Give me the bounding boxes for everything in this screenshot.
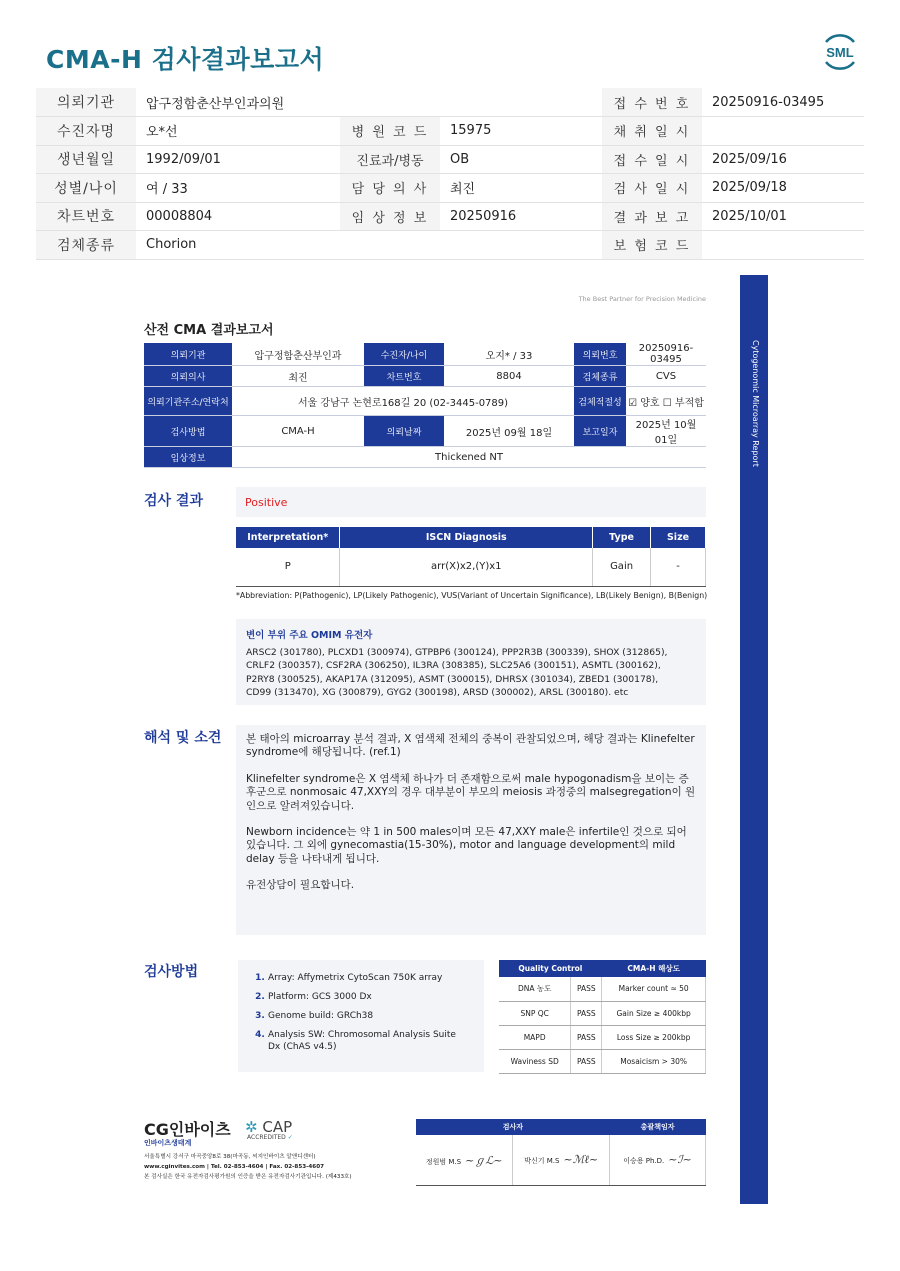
info-label: 채 취 일 시 bbox=[602, 117, 702, 146]
report-info-value: Thickened NT bbox=[232, 447, 706, 468]
adequacy-options bbox=[626, 387, 706, 416]
info-row bbox=[36, 88, 864, 117]
examiner-signature bbox=[513, 1135, 610, 1185]
cap-accredited: ACCREDITED ✓ bbox=[247, 1134, 293, 1141]
adequate-checkbox: ☑ 양호 bbox=[628, 397, 660, 409]
handwritten-signature: ~ℊℒ~ bbox=[465, 1153, 503, 1167]
interpretation-paragraph: Klinefelter syndrome은 X 염색체 하나가 더 존재함으로써 male hypogonadism을 보이는 증후군으로 nonmosaic 47,XXY의 경우 대부분이 부모의 meiosis 과정중의 malsegregation이 원인으로 알려져있습니다. bbox=[246, 772, 696, 812]
report-info-value: 오지* / 33 bbox=[444, 343, 574, 366]
qc-row bbox=[499, 1025, 706, 1049]
interpretation-paragraph: Newborn incidence는 약 1 in 500 males이며 모든 47,XXY male은 infertile인 것으로 되어 있습니다. 그 외에 gynecomastia(15-30%), motor and language development의 mild delay 등을 나타내게 됩니다. bbox=[246, 826, 687, 865]
method-item: 1. Array: Affymetrix CytoScan 750K array bbox=[268, 972, 470, 984]
page-title: CMA-H 검사결과보고서 bbox=[46, 45, 325, 74]
qc-header-row bbox=[499, 960, 706, 977]
method-heading: 검사방법 bbox=[144, 964, 199, 980]
company-address bbox=[144, 1152, 419, 1182]
method-item: 4. Analysis SW: Chromosomal Analysis Suite Dx (ChAS v4.5) bbox=[268, 1029, 470, 1053]
report-info-label: 의뢰기관주소/연락처 bbox=[144, 387, 232, 416]
info-value: Chorion bbox=[136, 231, 602, 260]
info-value bbox=[702, 117, 864, 146]
report-info-row bbox=[144, 366, 706, 387]
iscn-table bbox=[236, 527, 706, 587]
qc-cell: PASS bbox=[571, 1001, 602, 1025]
info-label: 검체종류 bbox=[36, 231, 136, 260]
qc-cell: PASS bbox=[571, 1049, 602, 1073]
info-label: 성별/나이 bbox=[36, 174, 136, 203]
info-value bbox=[702, 231, 864, 260]
handwritten-signature: ~ℳℓ~ bbox=[563, 1153, 599, 1167]
report-info-table bbox=[144, 343, 706, 468]
tagline: The Best Partner for Precision Medicine bbox=[578, 295, 706, 303]
qc-cell: DNA 농도 bbox=[499, 977, 571, 1001]
info-value: 오*선 bbox=[136, 117, 340, 146]
info-value: 00008804 bbox=[136, 202, 340, 231]
result-status: Positive bbox=[236, 487, 706, 517]
cap-text: CAP bbox=[262, 1118, 293, 1136]
info-value: 15975 bbox=[440, 117, 602, 146]
report-info-label: 검체적절성 bbox=[574, 387, 626, 416]
omim-box bbox=[236, 619, 706, 705]
qc-cell: PASS bbox=[571, 1025, 602, 1049]
info-row bbox=[36, 202, 864, 231]
report-info-value: 최진 bbox=[232, 366, 364, 387]
report-info-value: 압구정함춘산부인과 bbox=[232, 343, 364, 366]
report-info-value: CMA-H bbox=[232, 416, 364, 447]
examiner-signature bbox=[416, 1135, 513, 1185]
info-label: 임 상 정 보 bbox=[340, 202, 440, 231]
omim-line: CRLF2 (300357), CSF2RA (306250), IL3RA (308385), SLC25A6 (300151), ASMTL (300162), bbox=[246, 660, 661, 672]
iscn-cell: P bbox=[236, 548, 340, 586]
info-value: 2025/09/18 bbox=[702, 174, 864, 203]
qc-row bbox=[499, 1049, 706, 1073]
iscn-cell: - bbox=[651, 548, 706, 586]
iscn-cell: arr(X)x2,(Y)x1 bbox=[340, 548, 593, 586]
side-bar-text: Cytogenomic Microarray Report bbox=[751, 340, 760, 467]
iscn-header: Size bbox=[651, 527, 706, 548]
report-info-label: 의뢰날짜 bbox=[364, 416, 444, 447]
svg-text:SML: SML bbox=[826, 45, 854, 60]
info-label: 검 사 일 시 bbox=[602, 174, 702, 203]
info-value: 최진 bbox=[440, 174, 602, 203]
info-value: 압구정함춘산부인과의원 bbox=[136, 88, 602, 117]
info-label: 수진자명 bbox=[36, 117, 136, 146]
report-info-label: 검체종류 bbox=[574, 366, 626, 387]
info-label: 차트번호 bbox=[36, 202, 136, 231]
patient-info-table bbox=[36, 88, 864, 260]
info-value: 2025/09/16 bbox=[702, 145, 864, 174]
report-info-row bbox=[144, 343, 706, 366]
iscn-row bbox=[236, 548, 706, 586]
method-item: 2. Platform: GCS 3000 Dx bbox=[268, 991, 470, 1003]
signature-table bbox=[416, 1119, 706, 1186]
signature-header: 총괄책임자 bbox=[610, 1119, 706, 1135]
handwritten-signature: ~ℐ~ bbox=[668, 1153, 692, 1167]
report-info-label: 수진자/나이 bbox=[364, 343, 444, 366]
director-signature bbox=[610, 1135, 706, 1185]
info-row bbox=[36, 174, 864, 203]
report-info-row bbox=[144, 416, 706, 447]
report-info-value: 8804 bbox=[444, 366, 574, 387]
result-heading: 검사 결과 bbox=[144, 493, 203, 509]
omim-line: CD99 (313470), XG (300879), GYG2 (300198), ARSD (300002), ARSL (300180). etc bbox=[246, 686, 629, 698]
report-info-value: 20250916-03495 bbox=[626, 343, 706, 366]
info-value: 2025/10/01 bbox=[702, 202, 864, 231]
check-icon: ✓ bbox=[287, 1134, 293, 1141]
report-info-label: 의뢰의사 bbox=[144, 366, 232, 387]
info-value: OB bbox=[440, 145, 602, 174]
company-subtitle: 인바이츠생태계 bbox=[144, 1139, 192, 1147]
sml-logo bbox=[818, 30, 862, 74]
report-info-label: 보고일자 bbox=[574, 416, 626, 447]
iscn-header: Interpretation* bbox=[236, 527, 340, 548]
iscn-header-row bbox=[236, 527, 706, 548]
info-label: 병 원 코 드 bbox=[340, 117, 440, 146]
report-info-row bbox=[144, 447, 706, 468]
interpretation-heading: 해석 및 소견 bbox=[144, 730, 222, 746]
contact-line: www.cginvites.com | Tel. 02-853-4604 | Fax. 02-853-4607 bbox=[144, 1164, 324, 1170]
qc-cell: Marker count ≈ 50 bbox=[602, 977, 706, 1001]
qc-row bbox=[499, 1001, 706, 1025]
cap-icon: ✲ bbox=[245, 1118, 258, 1136]
omim-genes bbox=[246, 646, 696, 699]
report-info-value: 2025년 10월 01일 bbox=[626, 416, 706, 447]
iscn-cell: Gain bbox=[593, 548, 651, 586]
qc-table bbox=[499, 960, 706, 1074]
omim-line: ARSC2 (301780), PLCXD1 (300974), GTPBP6 (300124), PPP2R3B (300339), SHOX (312865), bbox=[246, 647, 668, 658]
omim-line: P2RY8 (300525), AKAP17A (312095), ASMT (300015), DHRSX (301034), ZBED1 (300178), bbox=[246, 673, 659, 685]
qc-cell: Gain Size ≥ 400kbp bbox=[602, 1001, 706, 1025]
info-value: 20250916 bbox=[440, 202, 602, 231]
report-info-value: 2025년 09월 18일 bbox=[444, 416, 574, 447]
signature-header-row bbox=[416, 1119, 706, 1135]
abbreviation-note: *Abbreviation: P(Pathogenic), LP(Likely Pathogenic), VUS(Variant of Uncertain Significance), LB(Likely Benign), B(Benign) bbox=[236, 591, 708, 600]
report-info-label: 의뢰번호 bbox=[574, 343, 626, 366]
report-info-label: 임상정보 bbox=[144, 447, 232, 468]
signer-name: 박신기 M.S bbox=[524, 1157, 560, 1166]
report-info-value: 서울 강남구 논현로168길 20 (02-3445-0789) bbox=[232, 387, 574, 416]
info-value: 20250916-03495 bbox=[702, 88, 864, 117]
info-label: 의뢰기관 bbox=[36, 88, 136, 117]
report-info-label: 의뢰기관 bbox=[144, 343, 232, 366]
qc-row bbox=[499, 977, 706, 1001]
info-row bbox=[36, 117, 864, 146]
info-value: 여 / 33 bbox=[136, 174, 340, 203]
info-value: 1992/09/01 bbox=[136, 145, 340, 174]
info-label: 생년월일 bbox=[36, 145, 136, 174]
info-label: 담 당 의 사 bbox=[340, 174, 440, 203]
info-row bbox=[36, 145, 864, 174]
qc-cell: Waviness SD bbox=[499, 1049, 571, 1073]
iscn-header: ISCN Diagnosis bbox=[340, 527, 593, 548]
interpretation-paragraph: 유전상담이 필요합니다. bbox=[246, 879, 355, 892]
qc-cell: MAPD bbox=[499, 1025, 571, 1049]
qc-cell: PASS bbox=[571, 977, 602, 1001]
report-title: 산전 CMA 결과보고서 bbox=[144, 323, 274, 338]
qc-header: CMA-H 해상도 bbox=[602, 960, 706, 977]
address-line: 서울특별시 강서구 마곡중앙8로 38(마곡동, 씨지인바이츠 알앤디센터) bbox=[144, 1154, 316, 1160]
qc-cell: Mosaicism > 30% bbox=[602, 1049, 706, 1073]
qc-cell: Loss Size ≥ 200kbp bbox=[602, 1025, 706, 1049]
signature-row bbox=[416, 1135, 706, 1185]
info-label: 보 험 코 드 bbox=[602, 231, 702, 260]
info-label: 진료과/병동 bbox=[340, 145, 440, 174]
signer-name: 정원범 M.S bbox=[425, 1157, 462, 1166]
omim-title: 변이 부위 주요 OMIM 유전자 bbox=[246, 630, 373, 641]
info-label: 접 수 일 시 bbox=[602, 145, 702, 174]
interpretation-paragraph: 본 태아의 microarray 분석 결과, X 염색체 전체의 중복이 관찰되었으며, 해당 결과는 Klinefelter syndrome에 해당됩니다. (ref.1) bbox=[246, 733, 695, 759]
signer-name: 이승용 Ph.D. bbox=[623, 1157, 665, 1166]
qc-header: Quality Control bbox=[499, 960, 602, 977]
company-logo: CG인바이츠 bbox=[144, 1120, 231, 1139]
report-info-label: 검사방법 bbox=[144, 416, 232, 447]
report-info-value: CVS bbox=[626, 366, 706, 387]
interpretation-box bbox=[236, 725, 706, 935]
info-label: 결 과 보 고 bbox=[602, 202, 702, 231]
signature-header: 검사자 bbox=[416, 1119, 610, 1135]
method-list bbox=[238, 960, 484, 1072]
certification-line: 본 검사실은 한국 유전자검사평가원의 인증을 받은 유전자검사기관입니다. (제433호) bbox=[144, 1174, 352, 1180]
info-row bbox=[36, 231, 864, 260]
report-info-row bbox=[144, 387, 706, 416]
method-item: 3. Genome build: GRCh38 bbox=[268, 1010, 470, 1022]
iscn-header: Type bbox=[593, 527, 651, 548]
info-label: 접 수 번 호 bbox=[602, 88, 702, 117]
inadequate-checkbox: ☐ 부적합 bbox=[662, 397, 704, 409]
qc-cell: SNP QC bbox=[499, 1001, 571, 1025]
report-info-label: 차트번호 bbox=[364, 366, 444, 387]
